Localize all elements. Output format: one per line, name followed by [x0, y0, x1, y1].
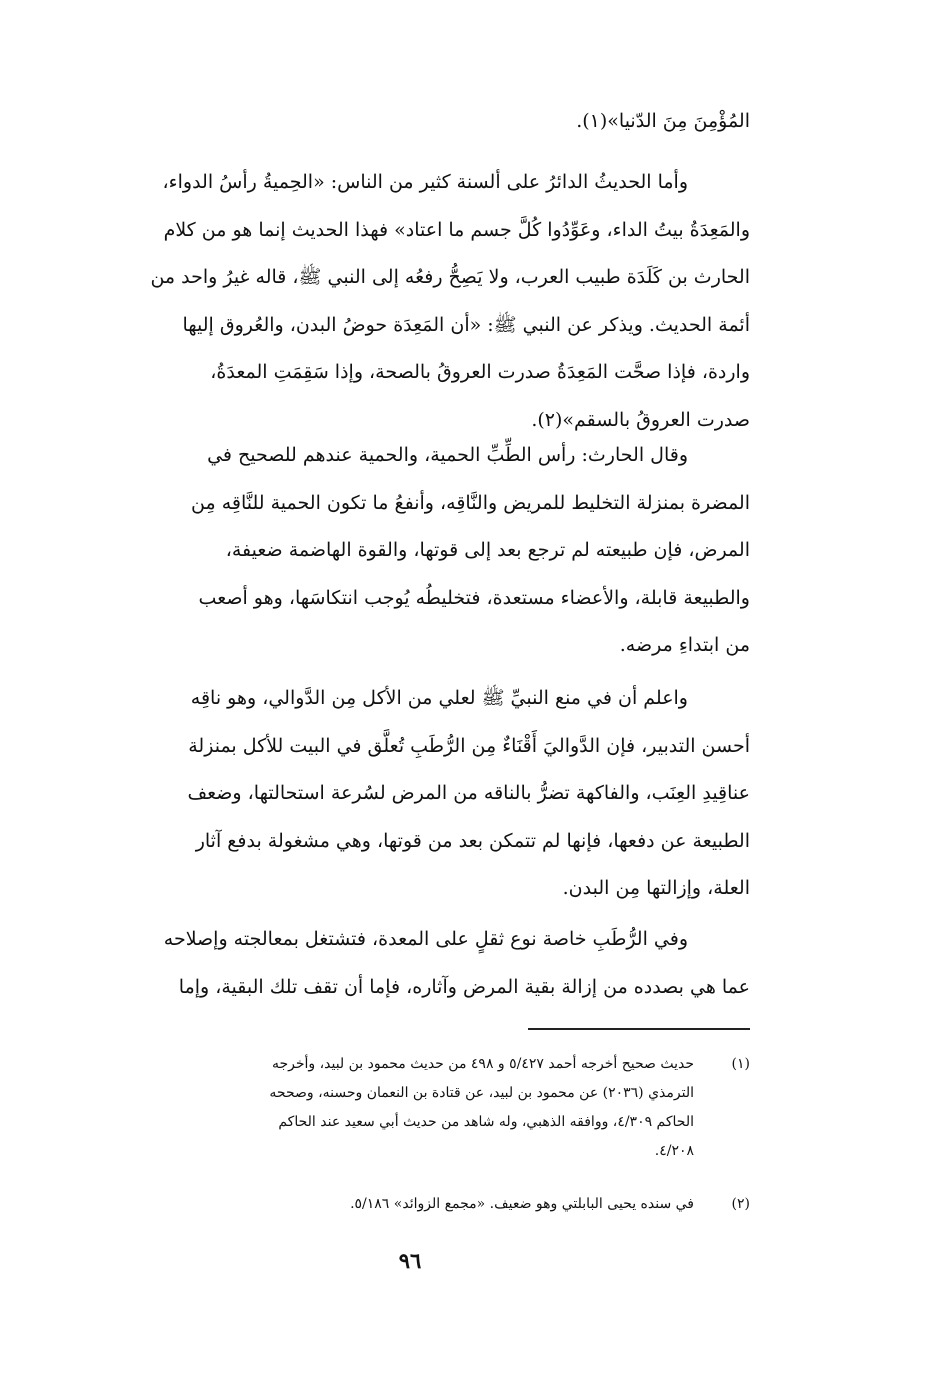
text-line: عما هي بصدده من إزالة بقية المرض وآثاره، فإما أن تقف تلك البقية، وإما [178, 975, 750, 998]
footnote-number: (١) [731, 1056, 750, 1072]
text-line: الحارث بن كَلَدَة طبيب العرب، ولا يَصِحُّ رفعُه إلى النبي ﷺ، قاله غيرُ واحد من [150, 266, 750, 288]
footnote-2 [80, 1190, 750, 1220]
text-line: واردة، فإذا صحَّت المَعِدَةُ صدرت العروقُ بالصحة، وإذا سَقِمَتِ المعدَةُ، [210, 361, 750, 383]
text-line: والطبيعة قابلة، والأعضاء مستعدة، فتخليطُه يُوجب انتكاسَها، وهو أصعب [198, 586, 750, 609]
text-line: الطبيعة عن دفعها، فإنها لم تتمكن بعد من قوتها، وهي مشغولة بدفع آثار [195, 829, 750, 852]
text-line: المضرة بمنزلة التخليط للمريض والنَّاقِه، وأنفعُ ما تكون الحمية للنَّاقِه مِن [191, 491, 750, 514]
footnote-1 [80, 1050, 750, 1170]
text-line: وقال الحارث: رأس الطِّبِّ الحمية، والحمية عندهم للصحيح في [207, 444, 688, 466]
footnote-text [80, 1050, 694, 1166]
text-line: وفي الرُّطَبِ خاصة نوع ثقلٍ على المعدة، فتشتغل بمعالجته وإصلاحه [163, 928, 688, 950]
text-line: والمَعِدَةُ بيتُ الداء، وعَوِّدُوا كُلَّ جسم ما اعتاد» فهذا الحديث إنما هو من كلام [163, 218, 750, 241]
paragraph-hadith-diet [80, 159, 750, 444]
text-line: أئمة الحديث. ويذكر عن النبي ﷺ: «أن المَعِدَة حوضُ البدن، والعُروق إليها [182, 313, 750, 336]
text-line: من ابتداءِ مرضه. [619, 634, 750, 656]
paragraph-harith-saying [80, 432, 750, 670]
footnote-number: (٢) [731, 1196, 750, 1212]
page-number: ٩٦ [398, 1248, 422, 1273]
footnote-line: ٤/٢٠٨. [654, 1143, 694, 1159]
footnote-text [80, 1190, 694, 1219]
paragraph-rutab [80, 916, 750, 1011]
text-line: أحسن التدبير، فإن الدَّواليَ أَقْنَاءٌ مِن الرُّطَبِ تُعلَّق في البيت للأكل بمنزلة [188, 734, 750, 757]
text-line: المرض، فإن طبيعته لم ترجع بعد إلى قوتها، والقوة الهاضمة ضعيفة، [225, 539, 750, 561]
text-line: وأما الحديثُ الدائرُ على ألسنة كثير من الناس: «الحِميةُ رأسُ الدواء، [162, 171, 688, 193]
footnote-separator [528, 1028, 750, 1030]
text-line: واعلم أن في منع النبيِّ ﷺ لعلي من الأكل مِن الدَّوالي، وهو ناقِه [190, 687, 688, 709]
paragraph-continuation [80, 98, 750, 146]
text-line: العلة، وإزالتها مِن البدن. [562, 877, 750, 899]
footnote-line: في سنده يحيى البابلتي وهو ضعيف. «مجمع الزوائد» ٥/١٨٦. [350, 1196, 694, 1212]
paragraph-dawali [80, 675, 750, 913]
footnote-line: الحاكم ٤/٣٠٩، ووافقه الذهبي، وله شاهد من حديث أبي سعيد عند الحاكم [278, 1114, 694, 1130]
footnote-line: الترمذي (٢٠٣٦) عن محمود بن لبيد، عن قتادة بن النعمان وحسنه، وصححه [269, 1085, 694, 1101]
text-line: عناقِيدِ العِنَب، والفاكهة تضرُّ بالناقه من المرض لسُرعة استحالتها، وضعف [187, 782, 750, 804]
footnote-line: حديث صحيح أخرجه أحمد ٥/٤٢٧ و ٤٩٨ من حديث محمود بن لبيد، وأخرجه [271, 1056, 694, 1072]
text-line: المُؤْمِنَ مِنَ الدّنيا»(١). [576, 110, 750, 132]
text-line: صدرت العروقُ بالسقم»(٢). [531, 408, 750, 431]
